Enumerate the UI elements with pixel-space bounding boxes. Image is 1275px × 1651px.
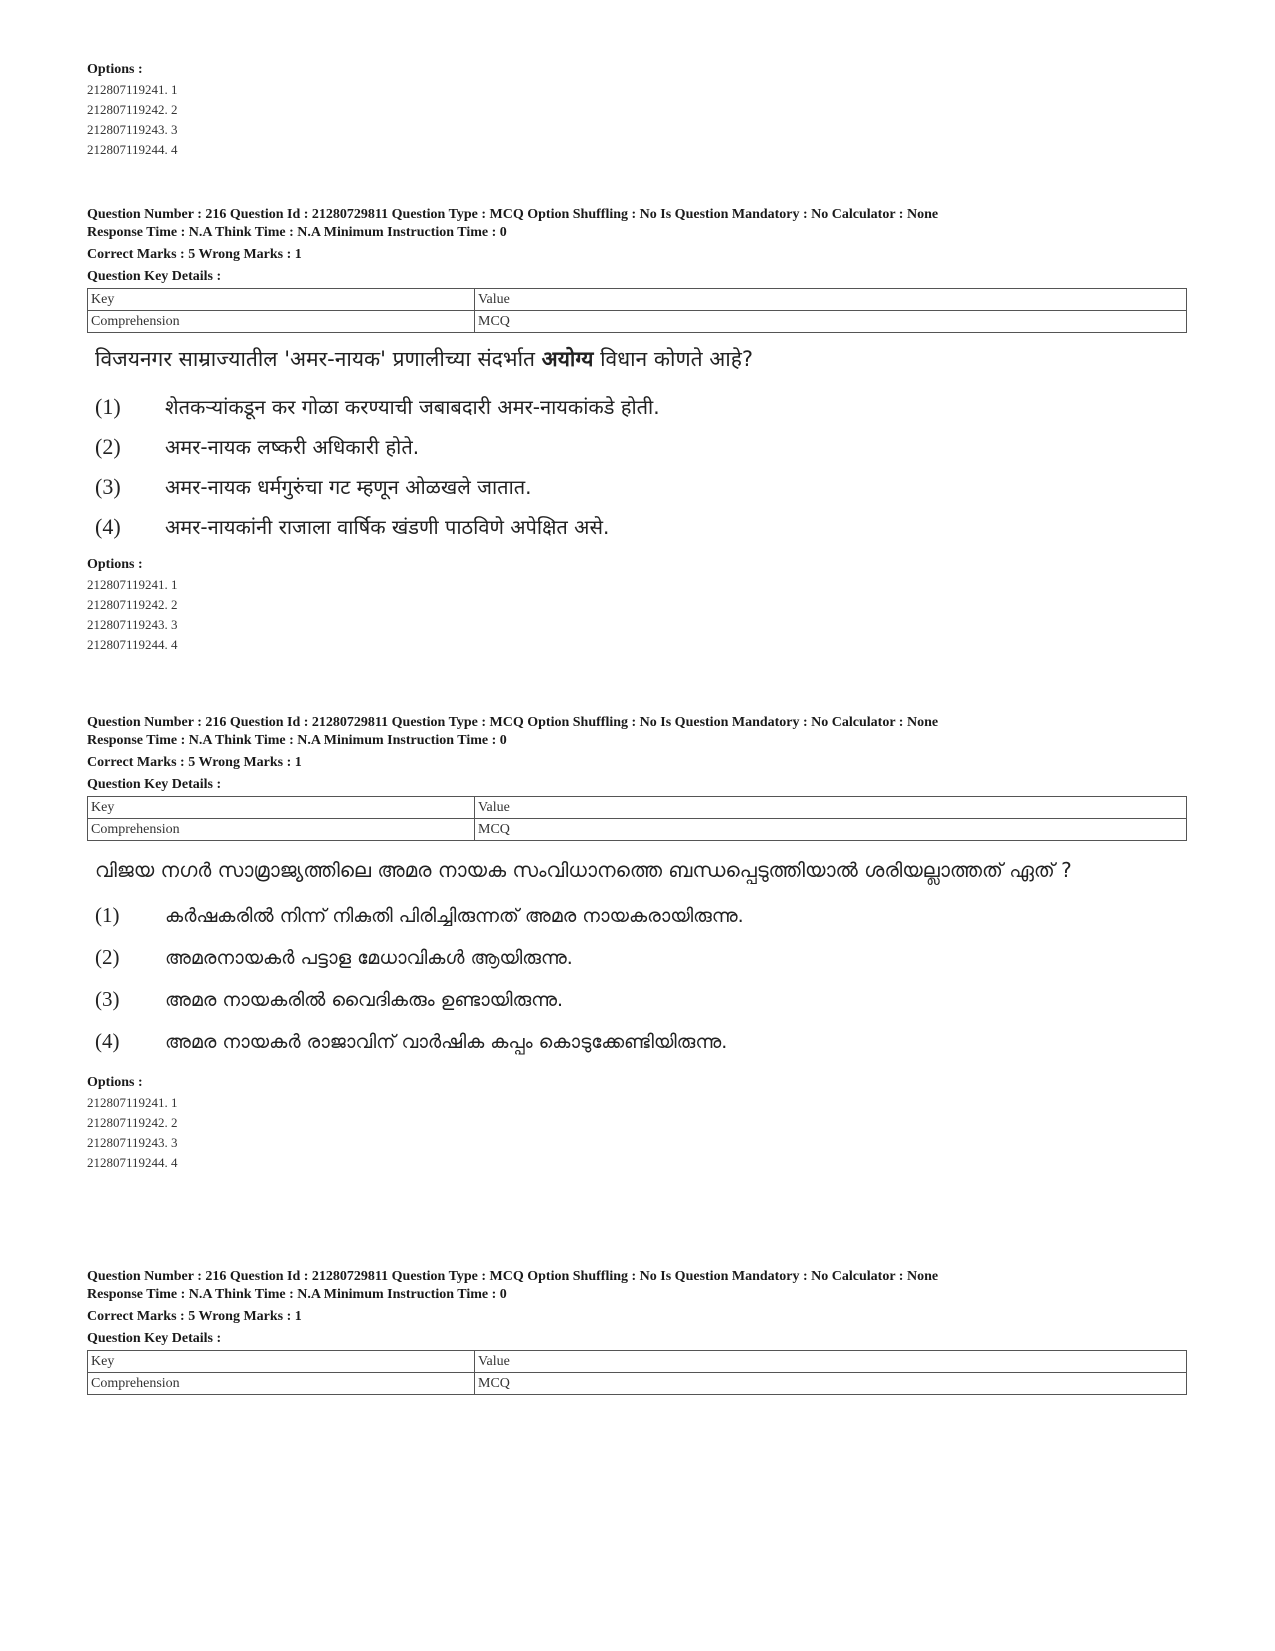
table-header-value: Value (475, 1351, 1187, 1373)
option-id: 212807119243. 3 (87, 1135, 178, 1150)
answer-option: (2) अमर-नायक लष्करी अधिकारी होते. (95, 434, 420, 459)
option-id: 212807119244. 4 (87, 142, 178, 157)
question-meta: Question Number : 216 Question Id : 21280729811 Question Type : MCQ Option Shuffling : No Is Question Mandatory : No Calculator : None (87, 715, 939, 730)
question-meta: Question Number : 216 Question Id : 21280729811 Question Type : MCQ Option Shuffling : No Is Question Mandatory : No Calculator : None (87, 1269, 939, 1284)
table-header-value: Value (475, 289, 1187, 311)
question-timing: Response Time : N.A Think Time : N.A Minimum Instruction Time : 0 (87, 1287, 507, 1302)
question-marks: Correct Marks : 5 Wrong Marks : 1 (87, 247, 302, 262)
question-emphasis: अयोग्य (541, 347, 594, 371)
options-label: Options : (87, 557, 143, 572)
answer-option: (3) അമര നായകരിൽ വൈദികരും ഉണ്ടായിരുന്നു. (95, 987, 564, 1011)
options-label: Options : (87, 62, 143, 77)
option-id: 212807119244. 4 (87, 1155, 178, 1170)
question-block-marathi (87, 206, 1187, 655)
answer-option: (1) കർഷകരിൽ നിന്ന് നികുതി പിരിച്ചിരുന്നത് അമര നായകരായിരുന്നു. (95, 903, 744, 927)
option-id: 212807119241. 1 (87, 1095, 178, 1110)
table-header-key: Key (88, 289, 475, 311)
table-cell-key: Comprehension (88, 311, 475, 333)
option-id: 212807119242. 2 (87, 597, 178, 612)
answer-option: (3) अमर-नायक धर्मगुरुंचा गट म्हणून ओळखले जातात. (95, 474, 532, 499)
question-meta: Question Number : 216 Question Id : 21280729811 Question Type : MCQ Option Shuffling : No Is Question Mandatory : No Calculator : None (87, 207, 939, 222)
table-cell-value: MCQ (475, 819, 1187, 841)
option-id: 212807119243. 3 (87, 122, 178, 137)
question-block-malayalam (87, 714, 1187, 1173)
question-text: विजयनगर साम्राज्यातील 'अमर-नायक' प्रणालीच्या संदर्भात अयोग्य विधान कोणते आहे? (95, 347, 754, 371)
option-id: 212807119244. 4 (87, 637, 178, 652)
key-details-label: Question Key Details : (87, 777, 222, 792)
key-value-table (87, 288, 1187, 333)
options-label: Options : (87, 1075, 143, 1090)
table-cell-key: Comprehension (88, 1373, 475, 1395)
question-marks: Correct Marks : 5 Wrong Marks : 1 (87, 755, 302, 770)
question-timing: Response Time : N.A Think Time : N.A Minimum Instruction Time : 0 (87, 225, 507, 240)
table-cell-key: Comprehension (88, 819, 475, 841)
option-id: 212807119243. 3 (87, 617, 178, 632)
table-cell-value: MCQ (475, 1373, 1187, 1395)
answer-option: (2) അമരനായകർ പട്ടാള മേധാവികൾ ആയിരുന്നു. (95, 945, 573, 969)
key-value-table (87, 1350, 1187, 1395)
answer-option: (4) अमर-नायकांनी राजाला वार्षिक खंडणी पाठविणे अपेक्षित असे. (95, 514, 610, 539)
key-value-table (87, 796, 1187, 841)
table-cell-value: MCQ (475, 311, 1187, 333)
key-details-label: Question Key Details : (87, 269, 222, 284)
answer-option: (1) शेतकऱ्यांकडून कर गोळा करण्याची जबाबदारी अमर-नायकांकडे होती. (95, 394, 660, 419)
question-text: വിജയ നഗർ സാമ്രാജ്യത്തിലെ അമര നായക സംവിധാനത്തെ ബന്ധപ്പെടുത്തിയാൽ ശരിയല്ലാത്തത് ഏത് ? (95, 858, 1072, 882)
question-marks: Correct Marks : 5 Wrong Marks : 1 (87, 1309, 302, 1324)
question-block-next (87, 1268, 1187, 1395)
option-id: 212807119241. 1 (87, 82, 178, 97)
table-header-key: Key (88, 797, 475, 819)
table-header-value: Value (475, 797, 1187, 819)
key-details-label: Question Key Details : (87, 1331, 222, 1346)
question-timing: Response Time : N.A Think Time : N.A Minimum Instruction Time : 0 (87, 733, 507, 748)
table-header-key: Key (88, 1351, 475, 1373)
top-options-block (87, 60, 1187, 160)
answer-option: (4) അമര നായകർ രാജാവിന് വാർഷിക കപ്പം കൊടുക്കേണ്ടിയിരുന്നു. (95, 1029, 728, 1053)
option-id: 212807119241. 1 (87, 577, 178, 592)
option-id: 212807119242. 2 (87, 102, 178, 117)
option-id: 212807119242. 2 (87, 1115, 178, 1130)
